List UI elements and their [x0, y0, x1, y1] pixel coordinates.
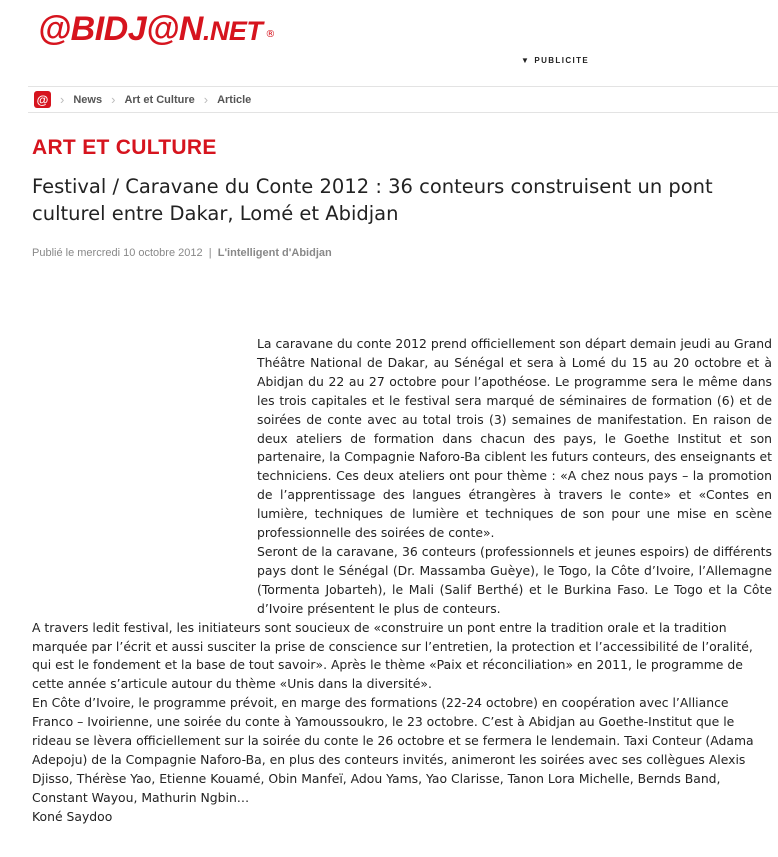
article-body	[32, 335, 772, 827]
article-meta	[32, 247, 332, 259]
site-logo[interactable]	[38, 6, 275, 52]
paragraph: En Côte d’Ivoire, le programme prévoit, en marge des formations (22-24 octobre) en coopération avec l’Alliance Franco – Ivoirienne, une soirée du conte à Yamoussoukro, le 23 octobre. C’est à Abidjan au Goethe-Institut que le rideau se lèvera officiellement sur la soirée du conte le 26 octobre et se fermera le lendemain. Taxi Conteur (Adama Adepoju) de la Compagnie Naforo-Ba, en plus des conteurs invités, animeront les soirées avec ses collègues Alexis Djisso, Thérèse Yao, Etienne Kouamé, Obin Manfeï, Adou Yams, Yao Clarisse, Tanon Lora Michelle, Bernds Band, Constant Wayou, Mathurin Ngbin…	[32, 695, 754, 805]
section-title: ART ET CULTURE	[32, 136, 217, 159]
chevron-right-icon: ›	[203, 92, 209, 107]
author: Koné Saydoo	[32, 808, 113, 824]
paragraph: Seront de la caravane, 36 conteurs (professionnels et jeunes espoirs) de différents pays dont le Sénégal (Dr. Massamba Guèye), le Togo, la Côte d’Ivoire, l’Allemagne (Tormenta Jobarteh), le Mali (Salif Berthé) et le Burkina Faso. Le Togo et la Côte d’Ivoire présentent le plus de conteurs.	[257, 543, 772, 616]
article-intro	[257, 335, 772, 619]
publicite-toggle[interactable]: ▼ PUBLICITE	[521, 56, 590, 65]
paragraph: A travers ledit festival, les initiateurs sont soucieux de «construire un pont entre la tradition orale et la tradition marquée par l’écrit et aussi susciter la prise de conscience sur l’entretien, la protection et l’accessibilité de l’oralité, qui est le fondement et la base de tout savoir». Après le thème «Paix et réconciliation» en 2011, le programme de cette année s’articule autour du thème «Unis dans la diversité».	[32, 619, 753, 692]
logo-text: @BIDJ@N.NET	[38, 9, 263, 48]
breadcrumb-item-article: Article	[217, 93, 252, 106]
chevron-right-icon: ›	[111, 92, 116, 107]
breadcrumb	[28, 86, 778, 113]
breadcrumb-item-news[interactable]: News	[73, 93, 103, 106]
article-title: Festival / Caravane du Conte 2012 : 36 conteurs construisent un pont culturel entre Dakar, Lomé et Abidjan	[32, 175, 713, 225]
article-source[interactable]: L'intelligent d'Abidjan	[217, 247, 332, 259]
registered-icon: ®	[265, 28, 276, 40]
breadcrumb-item-art-culture[interactable]: Art et Culture	[124, 93, 195, 106]
meta-separator: |	[208, 247, 212, 259]
triangle-down-icon: ▼	[521, 56, 531, 65]
paragraph: La caravane du conte 2012 prend officiellement son départ demain jeudi au Grand Théâtre National de Dakar, au Sénégal et sera à Lomé du 15 au 20 octobre et à Abidjan du 22 au 27 octobre pour l’apothéose. Le programme sera le même dans les trois capitales et le festival sera marqué de séminaires de formation (6) et de soirées de conte avec au total trois (3) semaines de manifestation. En raison de deux ateliers de formation dans chacun des pays, le Goethe Institut et son partenaire, la Compagnie Naforo-Ba ciblent les futurs conteurs, des enseignants et techniciens. Ces deux ateliers ont pour thème : «A chez nous pays – la promotion de l’apprentissage des langues étrangères à travers le conte» et «Contes en lumière, techniques de lumière et techniques de son pour une mise en scène professionnelle des soirées de conte».	[257, 336, 772, 541]
publish-date: Publié le mercredi 10 octobre 2012	[32, 247, 203, 259]
chevron-right-icon: ›	[60, 92, 65, 107]
home-icon[interactable]: @	[34, 91, 51, 108]
